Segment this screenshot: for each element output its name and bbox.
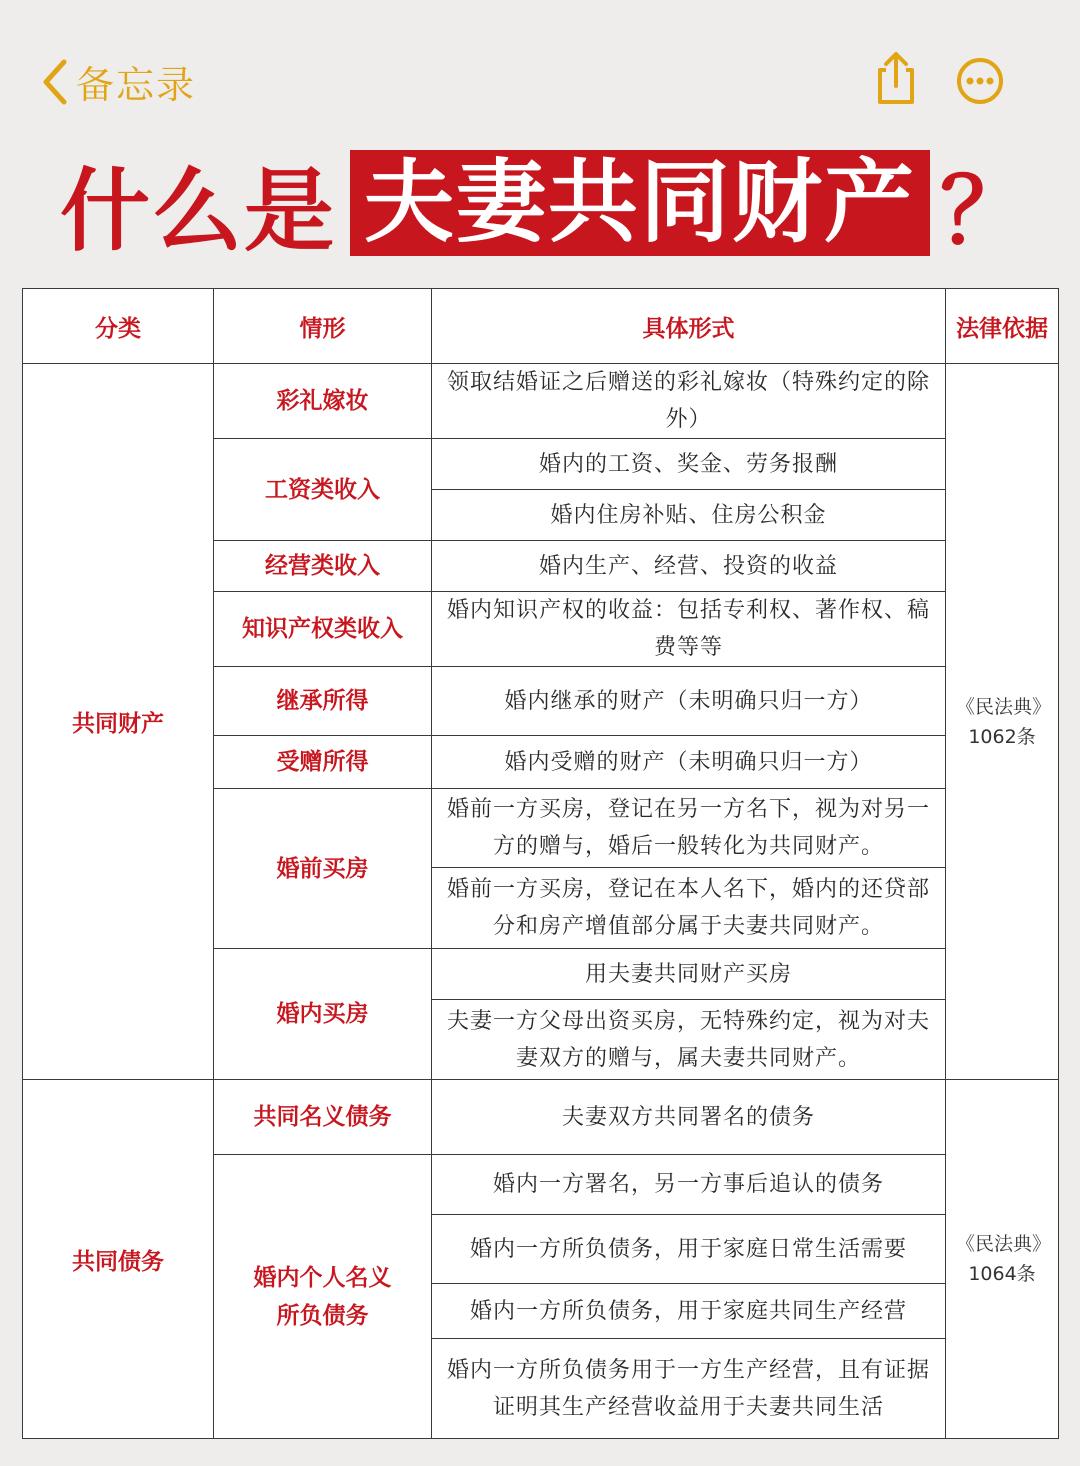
form-cell: 婚内知识产权的收益：包括专利权、著作权、稿费等等 bbox=[432, 592, 946, 667]
form-cell: 婚内的工资、奖金、劳务报酬 bbox=[432, 439, 946, 490]
form-cell: 婚内住房补贴、住房公积金 bbox=[432, 490, 946, 541]
page-title bbox=[60, 148, 1030, 264]
law-name: 《民法典》 bbox=[956, 695, 1052, 718]
category-property: 共同财产 bbox=[23, 364, 214, 1080]
law-basis-debt bbox=[946, 1080, 1059, 1439]
form-cell: 婚内一方所负债务用于一方生产经营，且有证据证明其生产经营收益用于夫妻共同生活 bbox=[432, 1339, 946, 1439]
form-cell: 婚内一方署名，另一方事后追认的债务 bbox=[432, 1155, 946, 1215]
header-category: 分类 bbox=[23, 289, 214, 364]
form-cell: 婚内生产、经营、投资的收益 bbox=[432, 541, 946, 592]
situation-cell: 彩礼嫁妆 bbox=[214, 364, 432, 439]
situation-cell: 婚内买房 bbox=[214, 949, 432, 1080]
property-table bbox=[22, 288, 1059, 1439]
situation-cell: 共同名义债务 bbox=[214, 1080, 432, 1155]
form-cell: 婚内继承的财产（未明确只归一方） bbox=[432, 667, 946, 736]
header-law: 法律依据 bbox=[946, 289, 1059, 364]
category-debt: 共同债务 bbox=[23, 1080, 214, 1439]
situation-cell: 婚前买房 bbox=[214, 789, 432, 949]
situation-cell: 经营类收入 bbox=[214, 541, 432, 592]
law-article: 1062条 bbox=[968, 725, 1036, 748]
title-highlight: 夫妻共同财产 bbox=[350, 150, 930, 256]
situation-cell: 继承所得 bbox=[214, 667, 432, 736]
header-row bbox=[23, 289, 1059, 364]
situation-line: 所负债务 bbox=[276, 1302, 369, 1329]
form-cell: 婚内一方所负债务，用于家庭日常生活需要 bbox=[432, 1215, 946, 1284]
title-question-mark: ？ bbox=[940, 159, 1030, 264]
form-cell: 婚前一方买房，登记在本人名下，婚内的还贷部分和房产增值部分属于夫妻共同财产。 bbox=[432, 868, 946, 949]
form-cell: 婚前一方买房，登记在另一方名下，视为对另一方的赠与，婚后一般转化为共同财产。 bbox=[432, 789, 946, 868]
situation-line: 婚内个人名义 bbox=[253, 1264, 392, 1291]
chevron-left-icon bbox=[40, 58, 68, 106]
form-cell: 夫妻双方共同署名的债务 bbox=[432, 1080, 946, 1155]
header-situation: 情形 bbox=[214, 289, 432, 364]
situation-cell: 受赠所得 bbox=[214, 736, 432, 789]
more-icon[interactable] bbox=[955, 56, 1005, 110]
table-row bbox=[23, 364, 1059, 439]
situation-cell: 工资类收入 bbox=[214, 439, 432, 541]
law-name: 《民法典》 bbox=[956, 1233, 1052, 1255]
law-article: 1064条 bbox=[968, 1263, 1036, 1285]
title-prefix: 什么是 bbox=[60, 159, 336, 264]
back-label: 备忘录 bbox=[76, 63, 197, 107]
navigation-bar bbox=[0, 0, 1080, 150]
table-row bbox=[23, 1080, 1059, 1155]
header-form: 具体形式 bbox=[432, 289, 946, 364]
situation-cell-debt-personal bbox=[214, 1155, 432, 1439]
form-cell: 用夫妻共同财产买房 bbox=[432, 949, 946, 1000]
share-icon[interactable] bbox=[872, 50, 920, 110]
situation-cell: 知识产权类收入 bbox=[214, 592, 432, 667]
form-cell: 婚内受赠的财产（未明确只归一方） bbox=[432, 736, 946, 789]
form-cell: 婚内一方所负债务，用于家庭共同生产经营 bbox=[432, 1284, 946, 1339]
back-button[interactable] bbox=[40, 54, 196, 109]
form-cell: 夫妻一方父母出资买房，无特殊约定，视为对夫妻双方的赠与，属夫妻共同财产。 bbox=[432, 1000, 946, 1080]
law-basis-property bbox=[946, 364, 1059, 1080]
form-cell: 领取结婚证之后赠送的彩礼嫁妆（特殊约定的除外） bbox=[432, 364, 946, 439]
